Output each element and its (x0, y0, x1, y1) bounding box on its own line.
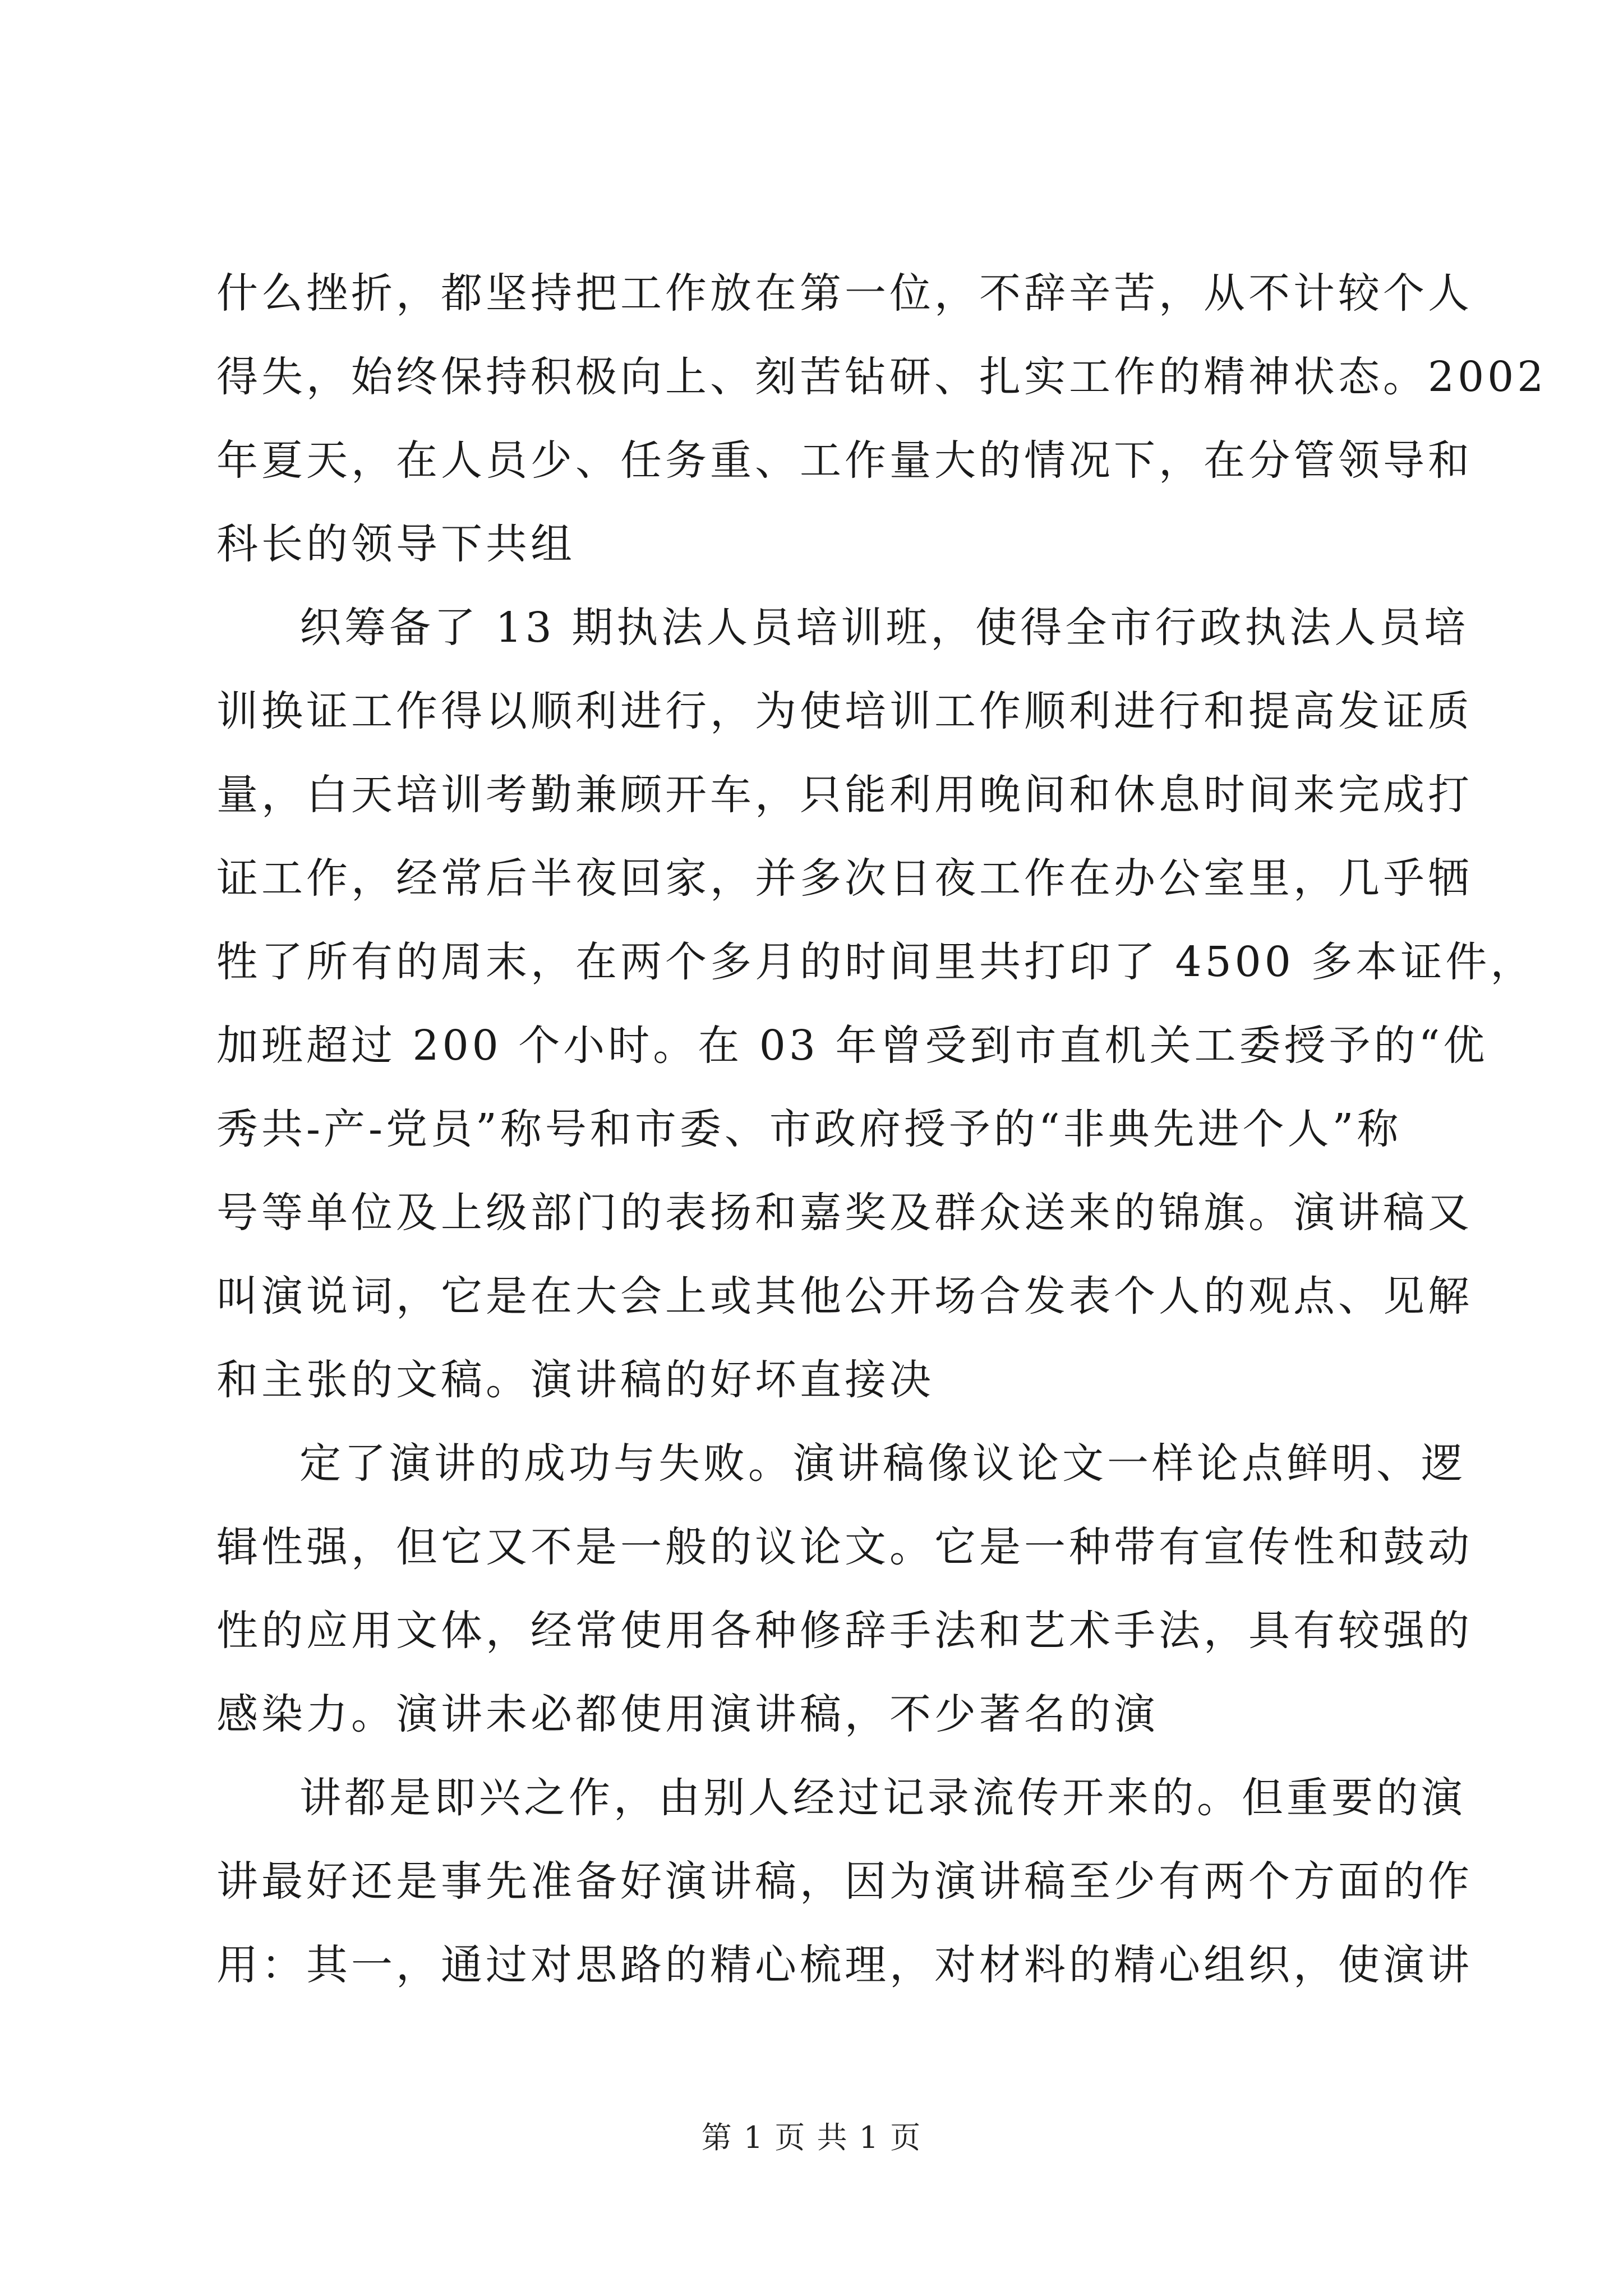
text-line: 量，白天培训考勤兼顾开车，只能利用晚间和休息时间来完成打 (216, 771, 1473, 819)
text-line: 训换证工作得以顺利进行，为使培训工作顺利进行和提高发证质 (216, 687, 1473, 735)
text-line: 性的应用文体，经常使用各种修辞手法和艺术手法，具有较强的 (216, 1607, 1473, 1655)
body-text (216, 264, 1547, 2019)
text-line: 证工作，经常后半夜回家，并多次日夜工作在办公室里，几乎牺 (216, 854, 1473, 903)
text-line: 感染力。演讲未必都使用演讲稿，不少著名的演 (216, 1690, 1159, 1738)
text-line: 讲最好还是事先准备好演讲稿，因为演讲稿至少有两个方面的作 (216, 1857, 1473, 1906)
text-line: 得失，始终保持积极向上、刻苦钻研、扎实工作的精神状态。2002 (216, 353, 1547, 401)
text-line: 年夏天，在人员少、任务重、工作量大的情况下，在分管领导和 (216, 436, 1473, 485)
text-line: 加班超过 200 个小时。在 03 年曾受到市直机关工委授予的“优 (216, 1022, 1488, 1070)
text-line: 定了演讲的成功与失败。演讲稿像议论文一样论点鲜明、逻 (299, 1439, 1466, 1488)
text-line: 牲了所有的周末，在两个多月的时间里共打印了 4500 多本证件， (216, 938, 1536, 986)
text-line: 什么挫折，都坚持把工作放在第一位，不辞辛苦，从不计较个人 (216, 269, 1473, 318)
text-line: 号等单位及上级部门的表扬和嘉奖及群众送来的锦旗。演讲稿又 (216, 1189, 1473, 1237)
text-line: 织筹备了 13 期执法人员培训班，使得全市行政执法人员培 (299, 604, 1469, 652)
text-line: 叫演说词，它是在大会上或其他公开场合发表个人的观点、见解 (216, 1272, 1473, 1320)
text-line: 用：其一，通过对思路的精心梳理，对材料的精心组织，使演讲 (216, 1941, 1473, 1989)
page-footer: 第 1 页 共 1 页 (701, 2120, 922, 2155)
text-line: 和主张的文稿。演讲稿的好坏直接决 (216, 1356, 934, 1404)
text-line: 秀共-产-党员”称号和市委、市政府授予的“非典先进个人”称 (216, 1105, 1402, 1153)
text-line: 辑性强，但它又不是一般的议论文。它是一种带有宣传性和鼓动 (216, 1523, 1473, 1571)
text-line: 讲都是即兴之作，由别人经过记录流传开来的。但重要的演 (299, 1774, 1466, 1822)
text-line: 科长的领导下共组 (216, 520, 575, 568)
